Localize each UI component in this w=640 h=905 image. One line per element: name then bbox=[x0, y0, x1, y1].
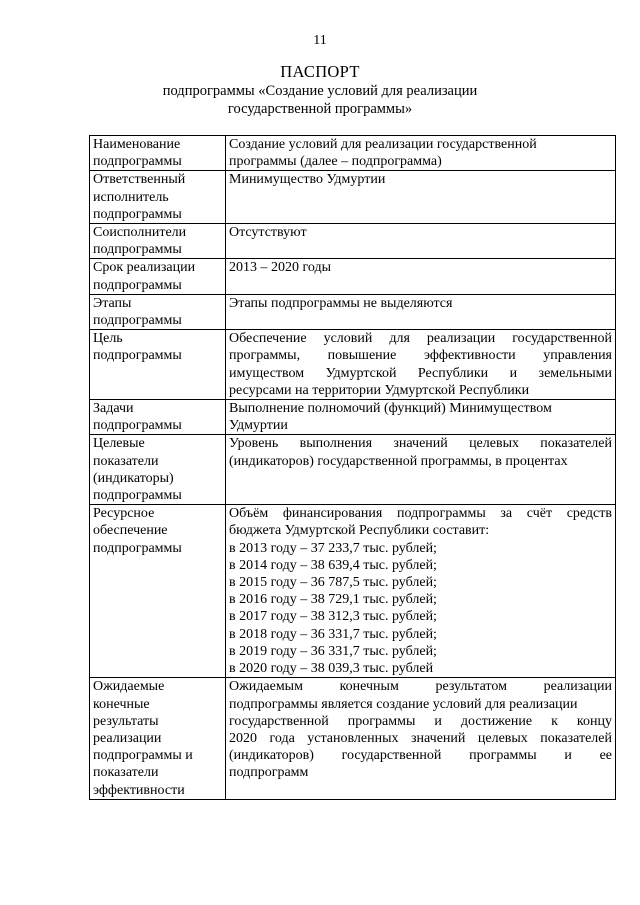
document-subtitle bbox=[0, 82, 640, 118]
row-value-line: в 2017 году – 38 312,3 тыс. рублей; bbox=[229, 609, 437, 625]
row-label-line: результаты bbox=[93, 713, 159, 729]
row-value-line: (индикаторов) государственной программы, в процентах bbox=[229, 453, 568, 469]
row-value-cell bbox=[226, 400, 616, 435]
table-row bbox=[90, 400, 616, 435]
row-label-line: обеспечение bbox=[93, 523, 168, 539]
row-value-line: ресурсами на территории Удмуртской Республики bbox=[229, 382, 530, 398]
row-label-line: (индикаторы) bbox=[93, 470, 174, 486]
row-value-line: программы (далее – подпрограмма) bbox=[229, 154, 442, 170]
row-label-line: подпрограммы и bbox=[93, 748, 193, 764]
row-label-line: реализации bbox=[93, 730, 162, 746]
row-value-cell bbox=[226, 330, 616, 400]
row-label-line: подпрограммы bbox=[93, 540, 182, 556]
row-value-line: в 2019 году – 36 331,7 тыс. рублей; bbox=[229, 643, 437, 659]
row-label-line: конечные bbox=[93, 696, 150, 712]
subtitle-line: подпрограммы «Создание условий для реализации bbox=[162, 83, 478, 99]
table-row bbox=[90, 136, 616, 171]
row-label-line: исполнитель bbox=[93, 189, 169, 205]
row-value-cell bbox=[226, 435, 616, 505]
row-value-line: подпрограммы является создание условий для реализации bbox=[229, 696, 578, 712]
row-value-line: Выполнение полномочий (функций) Минимуществом bbox=[229, 401, 552, 417]
row-value-line: Удмуртии bbox=[229, 418, 288, 434]
row-label-line: подпрограммы bbox=[93, 206, 182, 222]
row-value-line: Этапы подпрограммы не выделяются bbox=[229, 295, 453, 311]
row-label-cell bbox=[90, 259, 226, 294]
row-value-cell bbox=[226, 259, 616, 294]
row-value-cell bbox=[226, 171, 616, 224]
row-value-cell bbox=[226, 136, 616, 171]
row-label-line: эффективности bbox=[93, 782, 185, 798]
row-label-line: Целевые bbox=[93, 436, 145, 452]
row-value-line: в 2016 году – 38 729,1 тыс. рублей; bbox=[229, 592, 437, 608]
row-label-line: Ответственный bbox=[93, 172, 186, 188]
row-label-line: Ожидаемые bbox=[93, 679, 165, 695]
row-label-cell bbox=[90, 678, 226, 799]
row-value-line: в 2015 году – 36 787,5 тыс. рублей; bbox=[229, 575, 437, 591]
row-value-line: (индикаторов) государственной программы и ее bbox=[229, 748, 612, 764]
row-label-line: подпрограммы bbox=[93, 242, 182, 258]
row-value-line: в 2020 году – 38 039,3 тыс. рублей bbox=[229, 661, 434, 677]
row-value-cell bbox=[226, 224, 616, 259]
row-value-line: Отсутствуют bbox=[229, 225, 307, 241]
row-value-line: Уровень выполнения значений целевых показателей bbox=[229, 436, 612, 452]
row-label-line: Ресурсное bbox=[93, 506, 155, 522]
row-label-line: Соисполнители bbox=[93, 225, 187, 241]
row-value-cell bbox=[226, 678, 616, 799]
row-value-line: в 2014 году – 38 639,4 тыс. рублей; bbox=[229, 557, 437, 573]
row-label-cell bbox=[90, 400, 226, 435]
row-value-line: подпрограмм bbox=[229, 765, 309, 781]
row-label-line: показатели bbox=[93, 765, 159, 781]
table-row bbox=[90, 330, 616, 400]
row-label-cell bbox=[90, 505, 226, 678]
row-value-line: Ожидаемым конечным результатом реализации bbox=[229, 679, 612, 695]
table-row bbox=[90, 294, 616, 329]
row-label-line: подпрограммы bbox=[93, 154, 182, 170]
row-label-line: подпрограммы bbox=[93, 348, 182, 364]
passport-table bbox=[89, 135, 616, 800]
table-row bbox=[90, 259, 616, 294]
row-label-cell bbox=[90, 224, 226, 259]
row-value-line: государственной программы и достижение к концу bbox=[229, 713, 612, 729]
row-value-line: Обеспечение условий для реализации государственной bbox=[229, 331, 612, 347]
row-label-cell bbox=[90, 171, 226, 224]
row-value-line: программы, повышение эффективности управления bbox=[229, 348, 612, 364]
table-row bbox=[90, 678, 616, 799]
table-row bbox=[90, 505, 616, 678]
row-value-cell bbox=[226, 294, 616, 329]
row-label-line: подпрограммы bbox=[93, 418, 182, 434]
passport-table-body bbox=[90, 136, 616, 800]
row-label-line: показатели bbox=[93, 453, 159, 469]
row-value-line: Объём финансирования подпрограммы за счёт средств bbox=[229, 506, 612, 522]
row-label-line: подпрограммы bbox=[93, 313, 182, 329]
row-value-line: Минимущество Удмуртии bbox=[229, 172, 386, 188]
row-label-line: Наименование bbox=[93, 137, 181, 152]
row-label-cell bbox=[90, 294, 226, 329]
row-label-line: подпрограммы bbox=[93, 277, 182, 293]
row-value-cell bbox=[226, 505, 616, 678]
row-value-line: в 2013 году – 37 233,7 тыс. рублей; bbox=[229, 540, 437, 556]
row-label-line: подпрограммы bbox=[93, 488, 182, 504]
page-number: 11 bbox=[313, 33, 327, 48]
table-row bbox=[90, 171, 616, 224]
document-title: ПАСПОРТ bbox=[280, 62, 360, 81]
table-row bbox=[90, 224, 616, 259]
row-label-line: Цель bbox=[93, 331, 123, 347]
subtitle-line: государственной программы» bbox=[227, 101, 413, 117]
row-value-line: Создание условий для реализации государственной bbox=[229, 137, 537, 152]
row-label-line: Этапы bbox=[93, 295, 132, 311]
row-label-line: Задачи bbox=[93, 401, 134, 417]
row-label-cell bbox=[90, 330, 226, 400]
row-label-line: Срок реализации bbox=[93, 260, 196, 276]
row-value-line: имуществом Удмуртской Республики и земельными bbox=[229, 365, 612, 381]
row-label-cell bbox=[90, 435, 226, 505]
row-label-cell bbox=[90, 136, 226, 171]
row-value-line: 2013 – 2020 годы bbox=[229, 260, 332, 276]
row-value-line: в 2018 году – 36 331,7 тыс. рублей; bbox=[229, 626, 437, 642]
row-value-line: 2020 года установленных значений целевых показателей bbox=[229, 730, 612, 746]
table-row bbox=[90, 435, 616, 505]
row-value-line: бюджета Удмуртской Республики составит: bbox=[229, 523, 490, 539]
